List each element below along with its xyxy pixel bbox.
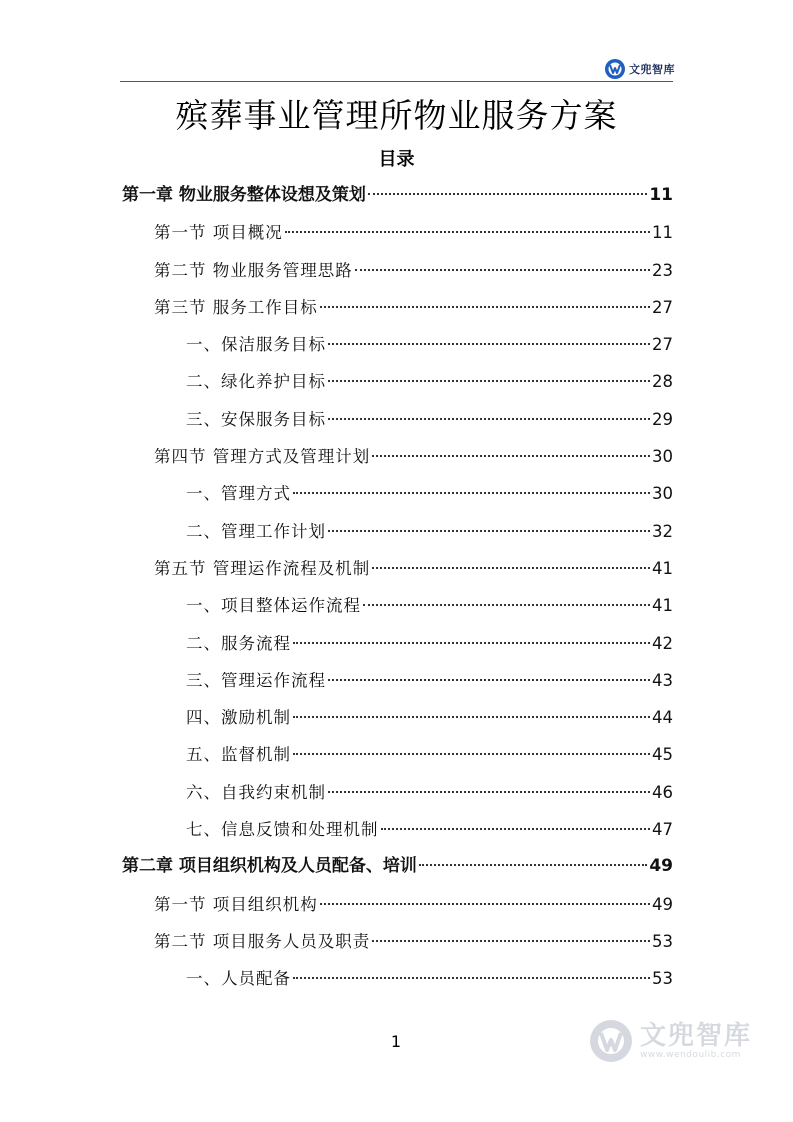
- toc-entry-label: 第一章 物业服务整体设想及策划: [122, 185, 366, 205]
- page-number: 1: [390, 1032, 402, 1051]
- toc-entry-page: 47: [652, 820, 673, 840]
- toc-entry[interactable]: [120, 289, 673, 326]
- toc-dot-leader: [419, 864, 647, 866]
- toc-dot-leader: [285, 231, 650, 233]
- toc-entry-page: 41: [652, 558, 673, 578]
- toc-entry-label: 二、服务流程: [186, 633, 291, 653]
- toc-entry[interactable]: [120, 401, 673, 438]
- watermark-site: www.wendoulib.com: [640, 1050, 741, 1060]
- toc-entry-page: 49: [649, 856, 673, 877]
- toc-entry[interactable]: [120, 774, 673, 811]
- watermark-name: 文兜智库: [640, 1021, 753, 1051]
- toc-dot-leader: [355, 269, 650, 271]
- table-of-contents: [120, 177, 673, 998]
- toc-dot-leader: [328, 418, 650, 420]
- toc-entry-label: 二、管理工作计划: [186, 521, 326, 541]
- toc-entry-page: 42: [652, 633, 673, 653]
- toc-entry-page: 29: [652, 409, 673, 429]
- toc-dot-leader: [293, 642, 650, 644]
- toc-entry-page: 43: [652, 670, 673, 690]
- toc-entry-page: 44: [652, 708, 673, 728]
- toc-dot-leader: [328, 380, 650, 382]
- toc-entry-page: 11: [652, 223, 673, 243]
- toc-entry-page: 27: [652, 335, 673, 355]
- toc-entry[interactable]: [120, 438, 673, 475]
- toc-entry-page: 28: [652, 372, 673, 392]
- toc-entry-label: 一、管理方式: [186, 484, 291, 504]
- toc-entry-page: 46: [652, 782, 673, 802]
- toc-dot-leader: [293, 753, 650, 755]
- toc-entry-label: 一、人员配备: [186, 969, 291, 989]
- toc-dot-leader: [372, 567, 650, 569]
- toc-entry[interactable]: [120, 848, 673, 885]
- toc-entry-label: 三、管理运作流程: [186, 670, 326, 690]
- toc-entry[interactable]: [120, 513, 673, 550]
- toc-entry[interactable]: [120, 214, 673, 251]
- toc-entry-label: 五、监督机制: [186, 745, 291, 765]
- header-logo-text: 文兜智库: [629, 63, 675, 76]
- toc-entry-page: 11: [649, 185, 673, 205]
- toc-entry[interactable]: [120, 662, 673, 699]
- toc-entry[interactable]: [120, 960, 673, 997]
- toc-entry-label: 第四节 管理方式及管理计划: [154, 447, 371, 467]
- toc-entry-label: 第一节 项目概况: [154, 223, 283, 243]
- toc-entry-label: 四、激励机制: [186, 708, 291, 728]
- toc-dot-leader: [293, 977, 650, 979]
- toc-dot-leader: [372, 940, 650, 942]
- header-logo: [604, 58, 675, 80]
- toc-dot-leader: [293, 492, 650, 494]
- toc-entry[interactable]: [120, 699, 673, 736]
- toc-entry[interactable]: [120, 587, 673, 624]
- header-rule: [120, 81, 673, 82]
- toc-entry-label: 一、保洁服务目标: [186, 335, 326, 355]
- toc-heading: 目录: [378, 149, 415, 170]
- watermark-logo-icon: [588, 1018, 634, 1064]
- toc-entry-label: 七、信息反馈和处理机制: [186, 820, 379, 840]
- toc-entry[interactable]: [120, 252, 673, 289]
- toc-entry-label: 第五节 管理运作流程及机制: [154, 558, 371, 578]
- toc-entry-page: 30: [652, 447, 673, 467]
- toc-dot-leader: [328, 343, 650, 345]
- toc-dot-leader: [381, 828, 651, 830]
- toc-entry-label: 第一节 项目组织机构: [154, 894, 318, 914]
- toc-dot-leader: [293, 716, 650, 718]
- toc-dot-leader: [372, 455, 650, 457]
- toc-entry-page: 53: [652, 931, 673, 951]
- toc-entry-page: 41: [652, 596, 673, 616]
- watermark: [588, 1018, 752, 1064]
- toc-dot-leader: [320, 306, 650, 308]
- toc-dot-leader: [328, 791, 650, 793]
- toc-entry[interactable]: [120, 326, 673, 363]
- toc-entry-label: 第三节 服务工作目标: [154, 297, 318, 317]
- toc-entry-page: 27: [652, 297, 673, 317]
- toc-entry[interactable]: [120, 550, 673, 587]
- toc-entry-page: 49: [652, 894, 673, 914]
- toc-entry[interactable]: [120, 811, 673, 848]
- document-title: 殡葬事业管理所物业服务方案: [175, 96, 618, 135]
- toc-entry-label: 一、项目整体运作流程: [186, 596, 361, 616]
- toc-dot-leader: [368, 193, 647, 195]
- toc-entry-page: 23: [652, 260, 673, 280]
- toc-entry-page: 32: [652, 521, 673, 541]
- toc-dot-leader: [363, 604, 650, 606]
- wendou-logo-icon: [604, 58, 626, 80]
- toc-entry[interactable]: [120, 923, 673, 960]
- toc-entry[interactable]: [120, 177, 673, 214]
- toc-entry-label: 第二章 项目组织机构及人员配备、培训: [122, 856, 417, 877]
- toc-entry-label: 六、自我约束机制: [186, 782, 326, 802]
- toc-entry[interactable]: [120, 886, 673, 923]
- toc-entry-label: 第二节 物业服务管理思路: [154, 260, 353, 280]
- toc-entry-label: 二、绿化养护目标: [186, 372, 326, 392]
- toc-dot-leader: [320, 903, 650, 905]
- toc-entry-label: 第二节 项目服务人员及职责: [154, 931, 371, 951]
- toc-dot-leader: [328, 530, 650, 532]
- toc-entry-page: 45: [652, 745, 673, 765]
- toc-entry-label: 三、安保服务目标: [186, 409, 326, 429]
- toc-entry-page: 30: [652, 484, 673, 504]
- toc-entry[interactable]: [120, 363, 673, 400]
- toc-entry[interactable]: [120, 736, 673, 773]
- toc-entry[interactable]: [120, 475, 673, 512]
- toc-dot-leader: [328, 679, 650, 681]
- toc-entry-page: 53: [652, 969, 673, 989]
- toc-entry[interactable]: [120, 625, 673, 662]
